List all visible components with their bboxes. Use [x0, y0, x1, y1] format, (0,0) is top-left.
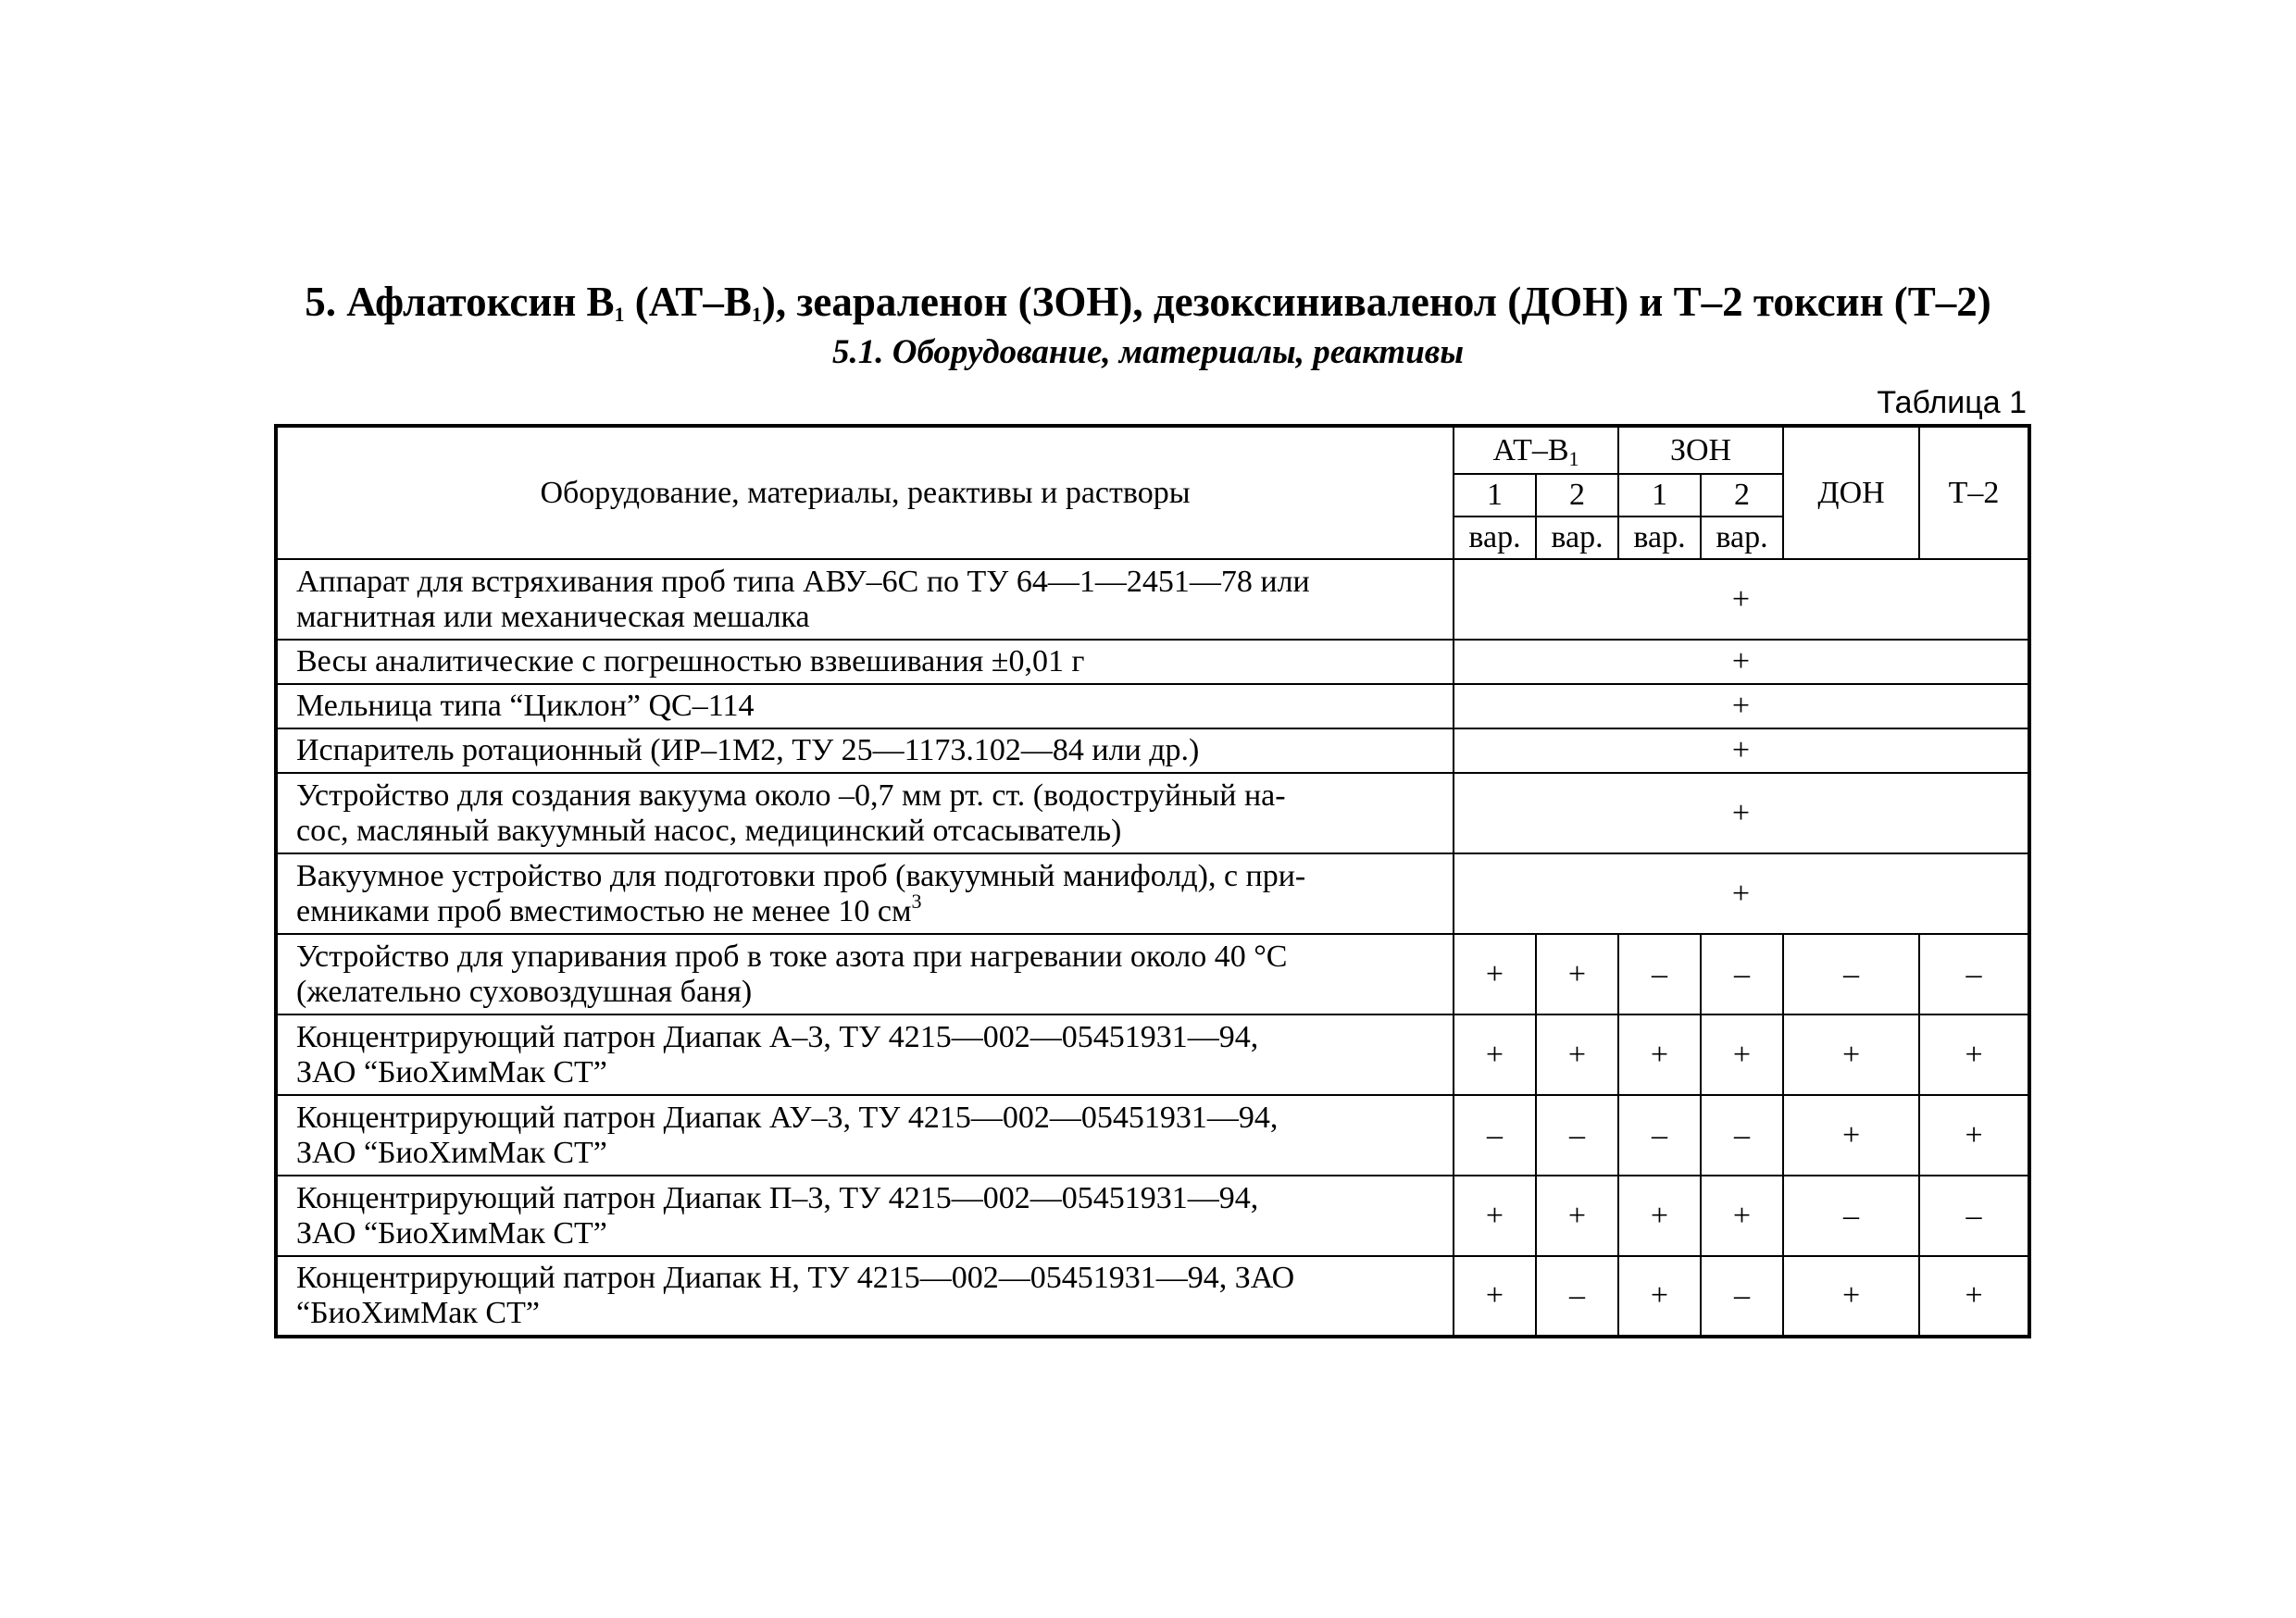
cell-at-var1: + [1454, 1014, 1536, 1095]
cell-t2: – [1919, 934, 2029, 1014]
row-value-all: + [1454, 773, 2029, 853]
table-row [276, 640, 2029, 684]
header-var-word: вар. [1454, 517, 1536, 559]
header-at-var2: 2 [1536, 474, 1618, 517]
row-value-all: + [1454, 728, 2029, 773]
equipment-table [274, 424, 2031, 1338]
cell-t2: – [1919, 1176, 2029, 1256]
cell-don: + [1783, 1014, 1919, 1095]
row-description: Концентрирующий патрон Диапак АУ–3, ТУ 4215—002—05451931—94, ЗАО “БиоХимМак СТ” [276, 1095, 1454, 1176]
header-at-b1: $АТ-B_1$ [1454, 426, 1618, 474]
header-item-column: Оборудование, материалы, реактивы и растворы [276, 426, 1454, 559]
row-value-all: + [1454, 853, 2029, 934]
cell-at-var1: – [1454, 1095, 1536, 1176]
table-label: Таблица 1 [1877, 385, 2027, 420]
cell-at-var1: + [1454, 1176, 1536, 1256]
row-description: Устройство для упаривания проб в токе азота при нагревании около 40 °С (желательно суховоздушная баня) [276, 934, 1454, 1014]
row-description: Устройство для создания вакуума около –0,7 мм рт. ст. (водоструйный на- сос, масляный вакуумный насос, медицинский отсасыватель) [276, 773, 1454, 853]
row-description: Весы аналитические с погрешностью взвешивания ±0,01 г [276, 640, 1454, 684]
header-var-word: вар. [1701, 517, 1783, 559]
header-var-word: вар. [1536, 517, 1618, 559]
cell-zon-var1: + [1618, 1256, 1701, 1337]
table-row [276, 684, 2029, 728]
table-row [276, 1095, 2029, 1176]
header-t2: Т–2 [1919, 426, 2029, 559]
cell-don: – [1783, 1176, 1919, 1256]
cell-zon-var2: + [1701, 1014, 1783, 1095]
cell-at-var2: – [1536, 1095, 1618, 1176]
header-zon-var2: 2 [1701, 474, 1783, 517]
table-row [276, 1256, 2029, 1337]
table-row [276, 1014, 2029, 1095]
table-row [276, 728, 2029, 773]
cell-at-var2: + [1536, 934, 1618, 1014]
cell-don: + [1783, 1095, 1919, 1176]
row-value-all: + [1454, 684, 2029, 728]
table-row [276, 773, 2029, 853]
row-value-all: + [1454, 559, 2029, 640]
header-var-word: вар. [1618, 517, 1701, 559]
table-row [276, 559, 2029, 640]
cell-zon-var2: – [1701, 1256, 1783, 1337]
section-heading: 5. Афлатоксин $B_1$ $(АТ-B_1)$, зеараленон (ЗОН), дезоксиниваленол (ДОН) и Т–2 токсин (Т–2) [305, 279, 1991, 326]
cell-at-var1: + [1454, 1256, 1536, 1337]
cell-zon-var1: – [1618, 934, 1701, 1014]
row-value-all: + [1454, 640, 2029, 684]
cell-don: + [1783, 1256, 1919, 1337]
row-description: Мельница типа “Циклон” QC–114 [276, 684, 1454, 728]
table-row [276, 934, 2029, 1014]
row-description: Аппарат для встряхивания проб типа АВУ–6С по ТУ 64—1—2451—78 или магнитная или механическая мешалка [276, 559, 1454, 640]
row-description: Концентрирующий патрон Диапак А–3, ТУ 4215—002—05451931—94, ЗАО “БиоХимМак СТ” [276, 1014, 1454, 1095]
row-description: Вакуумное устройство для подготовки проб (вакуумный манифолд), с при- емниками проб вместимостью не менее 10 $см^3$ [276, 853, 1454, 934]
row-description: Концентрирующий патрон Диапак Н, ТУ 4215—002—05451931—94, ЗАО “БиоХимМак СТ” [276, 1256, 1454, 1337]
cell-at-var2: + [1536, 1176, 1618, 1256]
header-zon-var1: 1 [1618, 474, 1701, 517]
cell-t2: + [1919, 1256, 2029, 1337]
cell-zon-var1: + [1618, 1176, 1701, 1256]
cell-at-var1: + [1454, 934, 1536, 1014]
cell-zon-var2: – [1701, 1095, 1783, 1176]
header-at-var1: 1 [1454, 474, 1536, 517]
row-description: Испаритель ротационный (ИР–1М2, ТУ 25—1173.102—84 или др.) [276, 728, 1454, 773]
cell-t2: + [1919, 1014, 2029, 1095]
cell-zon-var2: + [1701, 1176, 1783, 1256]
subsection-heading: 5.1. Оборудование, материалы, реактивы [831, 333, 1464, 371]
header-zon: ЗОН [1618, 426, 1783, 474]
table-row [276, 853, 2029, 934]
cell-at-var2: + [1536, 1014, 1618, 1095]
cell-zon-var1: – [1618, 1095, 1701, 1176]
cell-don: – [1783, 934, 1919, 1014]
table-row [276, 1176, 2029, 1256]
header-don: ДОН [1783, 426, 1919, 559]
cell-at-var2: – [1536, 1256, 1618, 1337]
cell-zon-var2: – [1701, 934, 1783, 1014]
cell-zon-var1: + [1618, 1014, 1701, 1095]
row-description: Концентрирующий патрон Диапак П–3, ТУ 4215—002—05451931—94, ЗАО “БиоХимМак СТ” [276, 1176, 1454, 1256]
cell-t2: + [1919, 1095, 2029, 1176]
